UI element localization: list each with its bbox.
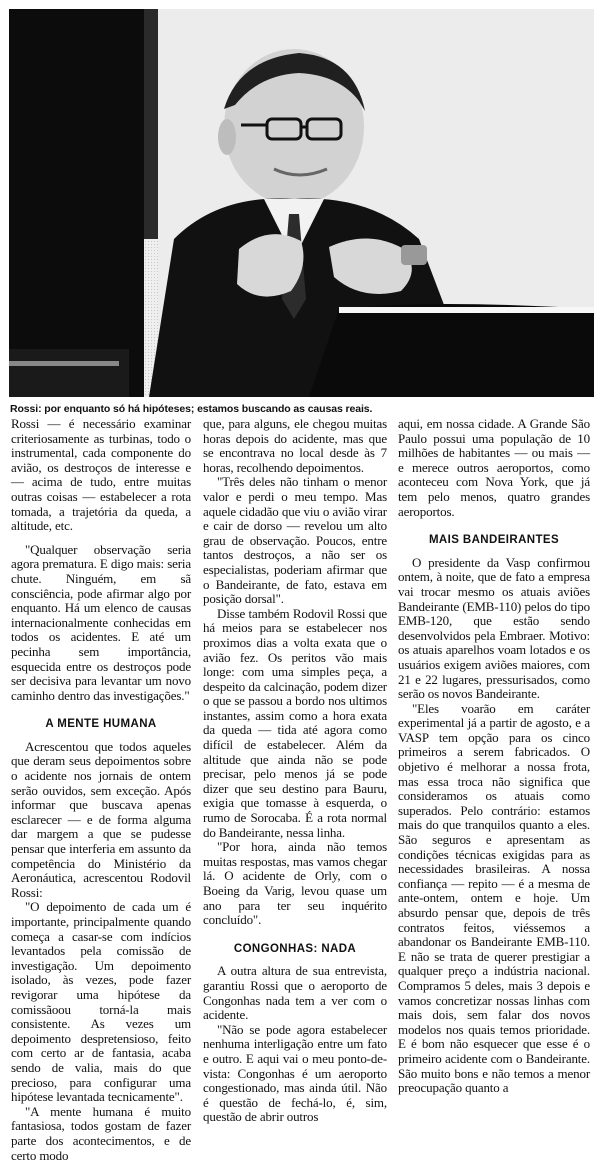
section-heading: CONGONHAS: NADA xyxy=(233,942,357,955)
paragraph: A outra altura de sua entrevista, garantiu Rossi que o aeroporto de Congonhas nada tem a ver com o acidente. xyxy=(203,963,387,1023)
portrait-image xyxy=(9,9,594,397)
paragraph: "Três deles não tinham o menor valor e perdi o meu tempo. Mas aquele cidadão que viu o avião virar e cair de dorso — revelou um alto grau de observação. Poucos, entre tantos destroços, a não ser os especialistas, poderiam afirmar que o Bandeirante, de fato, estava em posição dorsal". xyxy=(203,474,387,607)
paragraph: Rossi — é necessário examinar criteriosamente as turbinas, todo o instrumental, cada componente do avião, os destroços de interesse e — acima de tudo, entre muitas outras coisas — estabelecer a rota tomada, a trajetória da queda, a altitude, etc. xyxy=(11,416,191,534)
paragraph: aqui, em nossa cidade. A Grande São Paulo possui uma população de 10 milhões de habitantes — ou mais — e merece outros aeroportos, como aconteceu com Nova York, que já tem pelo menos, quatro grandes aeroportos. xyxy=(398,416,590,519)
section-heading: A MENTE HUMANA xyxy=(45,718,157,731)
paragraph: "Por hora, ainda não temos muitas respostas, mas vamos chegar lá. O acidente de Orly, com o Boeing da Varig, levou quase um ano para ter seu inquérito concluído". xyxy=(203,839,387,928)
article-column-3 xyxy=(398,416,590,1096)
section-heading: MAIS BANDEIRANTES xyxy=(428,534,560,547)
photo-caption: Rossi: por enquanto só há hipóteses; estamos buscando as causas reais. xyxy=(10,403,373,415)
paragraph: O presidente da Vasp confirmou ontem, à noite, que de fato a empresa vai trocar mesmo os atuais aviões Bandeirante (EMB-110) pelos do tipo EMB-120, que estão sendo desenvolvidos pela Embraer. Motivo: os atuais aparelhos voam lotados e os usuários exigem aviões maiores, com 21 e 22 lugares, pressurisados, como serão os novos Bandeirante. xyxy=(398,554,590,702)
paragraph: "Qualquer observação seria agora prematura. E digo mais: seria chute. Ninguém, em sã consciência, pode afirmar algo por enquanto. Há um elenco de causas internacionalmente conhecidas em todos os acidentes. E até um pecinha sem importância, esquecida entre os destroços pode ser decisiva para levantar um novo caminho dentro das investigações." xyxy=(11,541,191,703)
article-column-2 xyxy=(203,416,387,1125)
paragraph: "Eles voarão em caráter experimental já a partir de agosto, e a VASP tem opção para os cinco primeiros a serem fabricados. O objetivo é melhorar a nossa frota, mas essa troca não significa que consideramos os atuais como superados. Pelo contrário: estamos mais do que tranquilos quanto a eles. São seguros e apresentam as condições técnicas exigidas para as necessidades brasileiras. A nossa confiança — repito — é a mesma de ante-ontem, ontem e hoje. Um absurdo pensar que, depois de três contratos feitos, viéssemos a abandonar os Bandeirante EMB-110. E não se trata de querer prestigiar a qualquer preço a indústria nacional. Compramos 5 deles, mais 3 depois e vamos concretizar nossas linhas com mais dois, sem falar dos novos modelos nos quais temos prioridade. E é bom não esquecer que esse é o primeiro acidente com o Bandeirante. São muito bons e não temos a menor preocupação quanto a xyxy=(398,700,590,1096)
paragraph: Acrescentou que todos aqueles que deram seus depoimentos sobre o acidente nos jornais de ontem serão ouvidos, sem exceção. Após informar que buscava apenas esclarecer — e de forma alguma dar margem a que se pudesse pensar que interferia em assunto da competência do Ministério da Aeronáutica, acrescentou Rodovil Rossi: xyxy=(11,738,191,900)
paragraph: "O depoimento de cada um é importante, principalmente quando começa a casar-se com indícios levantados pela comissão de investigação. Um depoimento isolado, às vezes, pode fazer revigorar uma hipótese da comissãoou torná-la mais consistente. As vezes um depoimento despretensioso, feito com certo ar de fantasia, acaba sendo de valia, mais do que precioso, para configurar uma hipótese levantada tecnicamente". xyxy=(11,899,191,1105)
article-column-1 xyxy=(11,416,191,1163)
paragraph: "Não se pode agora estabelecer nenhuma interligação entre um fato e outro. E aqui vai o meu ponto-de-vista: Congonhas é um aeroporto congestionado, mas ainda útil. Não é questão de fechá-lo, é, sim, questão de abrir outros xyxy=(203,1021,387,1125)
paragraph: "A mente humana é muito fantasiosa, todos gostam de fazer parte dos acontecimentos, e de certo modo xyxy=(11,1103,191,1163)
paragraph: que, para alguns, ele chegou muitas horas depois do acidente, mas que se encontrava no local desde às 7 horas, recolhendo depoimentos. xyxy=(203,416,387,475)
photo-rossi xyxy=(9,9,594,397)
paragraph: Disse também Rodovil Rossi que há meios para se estabelecer nos proximos dias a volta exata que o avião fez. Os peritos vão mais longe: com uma simples peça, a despeito da calcinação, podem dizer o que se passou a bordo nos ultimos instantes, assim como a hora exata da queda — tida até agora como difícil de estabelecer. Além da altitude que ainda não se pode precisar, pelo menos já se pode dizer que seu destino para Bauru, exigia que tomasse à esquerda, o rumo de Sorocaba. É a rota normal do Bandeirante, nessa linha. xyxy=(203,605,387,840)
